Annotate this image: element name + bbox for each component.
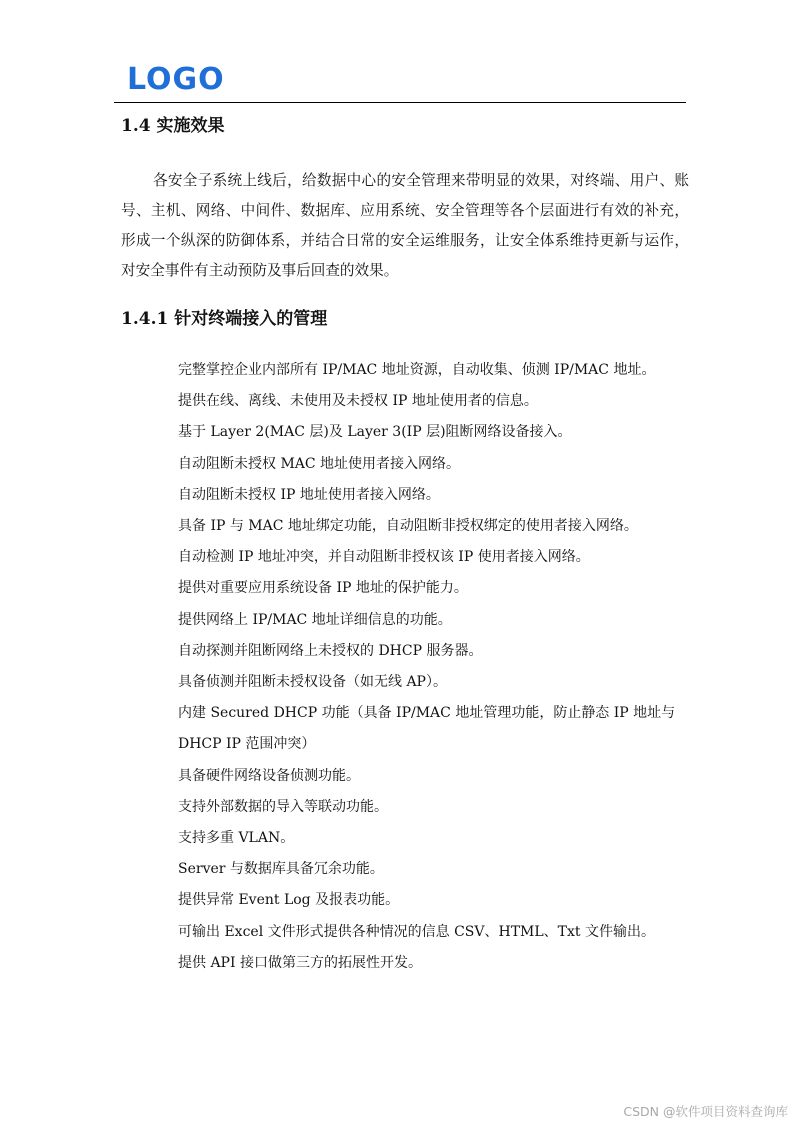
list-item: 自动阻断未授权 MAC 地址使用者接入网络。 (178, 455, 461, 472)
list-item: 自动阻断未授权 IP 地址使用者接入网络。 (178, 486, 440, 503)
list-item: Server 与数据库具备冗余功能。 (178, 861, 384, 878)
list-item: 内建 Secured DHCP 功能（具备 IP/MAC 地址管理功能，防止静态 IP 地址与 DHCP IP 范围冲突） (178, 705, 676, 753)
list-item: 提供在线、离线、未使用及未授权 IP 地址使用者的信息。 (178, 393, 538, 410)
feature-list (178, 355, 688, 979)
list-item: 具备硬件网络设备侦测功能。 (178, 767, 360, 784)
list-item: 基于 Layer 2(MAC 层)及 Layer 3(IP 层)阻断网络设备接入。 (178, 424, 572, 441)
list-item: 提供对重要应用系统设备 IP 地址的保护能力。 (178, 580, 468, 597)
list-item: 提供异常 Event Log 及报表功能。 (178, 892, 400, 909)
intro-paragraph: 各安全子系统上线后，给数据中心的安全管理来带明显的效果，对终端、用户、账号、主机、网络、中间件、数据库、应用系统、安全管理等各个层面进行有效的补充，形成一个纵深的防御体系，并结合日常的安全运维服务，让安全体系维持更新与运作，对安全事件有主动预防及事后回查的效果。 (121, 172, 689, 279)
list-item: 提供网络上 IP/MAC 地址详细信息的功能。 (178, 611, 452, 628)
logo: LOGO (127, 62, 225, 97)
watermark: CSDN @软件项目资料查询库 (623, 1104, 788, 1119)
list-item: 提供 API 接口做第三方的拓展性开发。 (178, 954, 422, 971)
section-title: 1.4 实施效果 (121, 116, 225, 136)
list-item: 自动检测 IP 地址冲突，并自动阻断非授权该 IP 使用者接入网络。 (178, 549, 590, 566)
subsection-title: 1.4.1 针对终端接入的管理 (121, 309, 328, 329)
list-item: 可输出 Excel 文件形式提供各种情况的信息 CSV、HTML、Txt 文件输出。 (178, 923, 655, 940)
list-item: 具备侦测并阻断未授权设备（如无线 AP）。 (178, 674, 447, 691)
list-item: 支持多重 VLAN。 (178, 830, 295, 847)
list-item: 支持外部数据的导入等联动功能。 (178, 798, 388, 815)
list-item: 自动探测并阻断网络上未授权的 DHCP 服务器。 (178, 642, 483, 659)
page-header (114, 62, 686, 103)
list-item: 完整掌控企业内部所有 IP/MAC 地址资源，自动收集、侦测 IP/MAC 地址。 (178, 362, 656, 378)
list-item: 具备 IP 与 MAC 地址绑定功能，自动阻断非授权绑定的使用者接入网络。 (178, 518, 638, 535)
